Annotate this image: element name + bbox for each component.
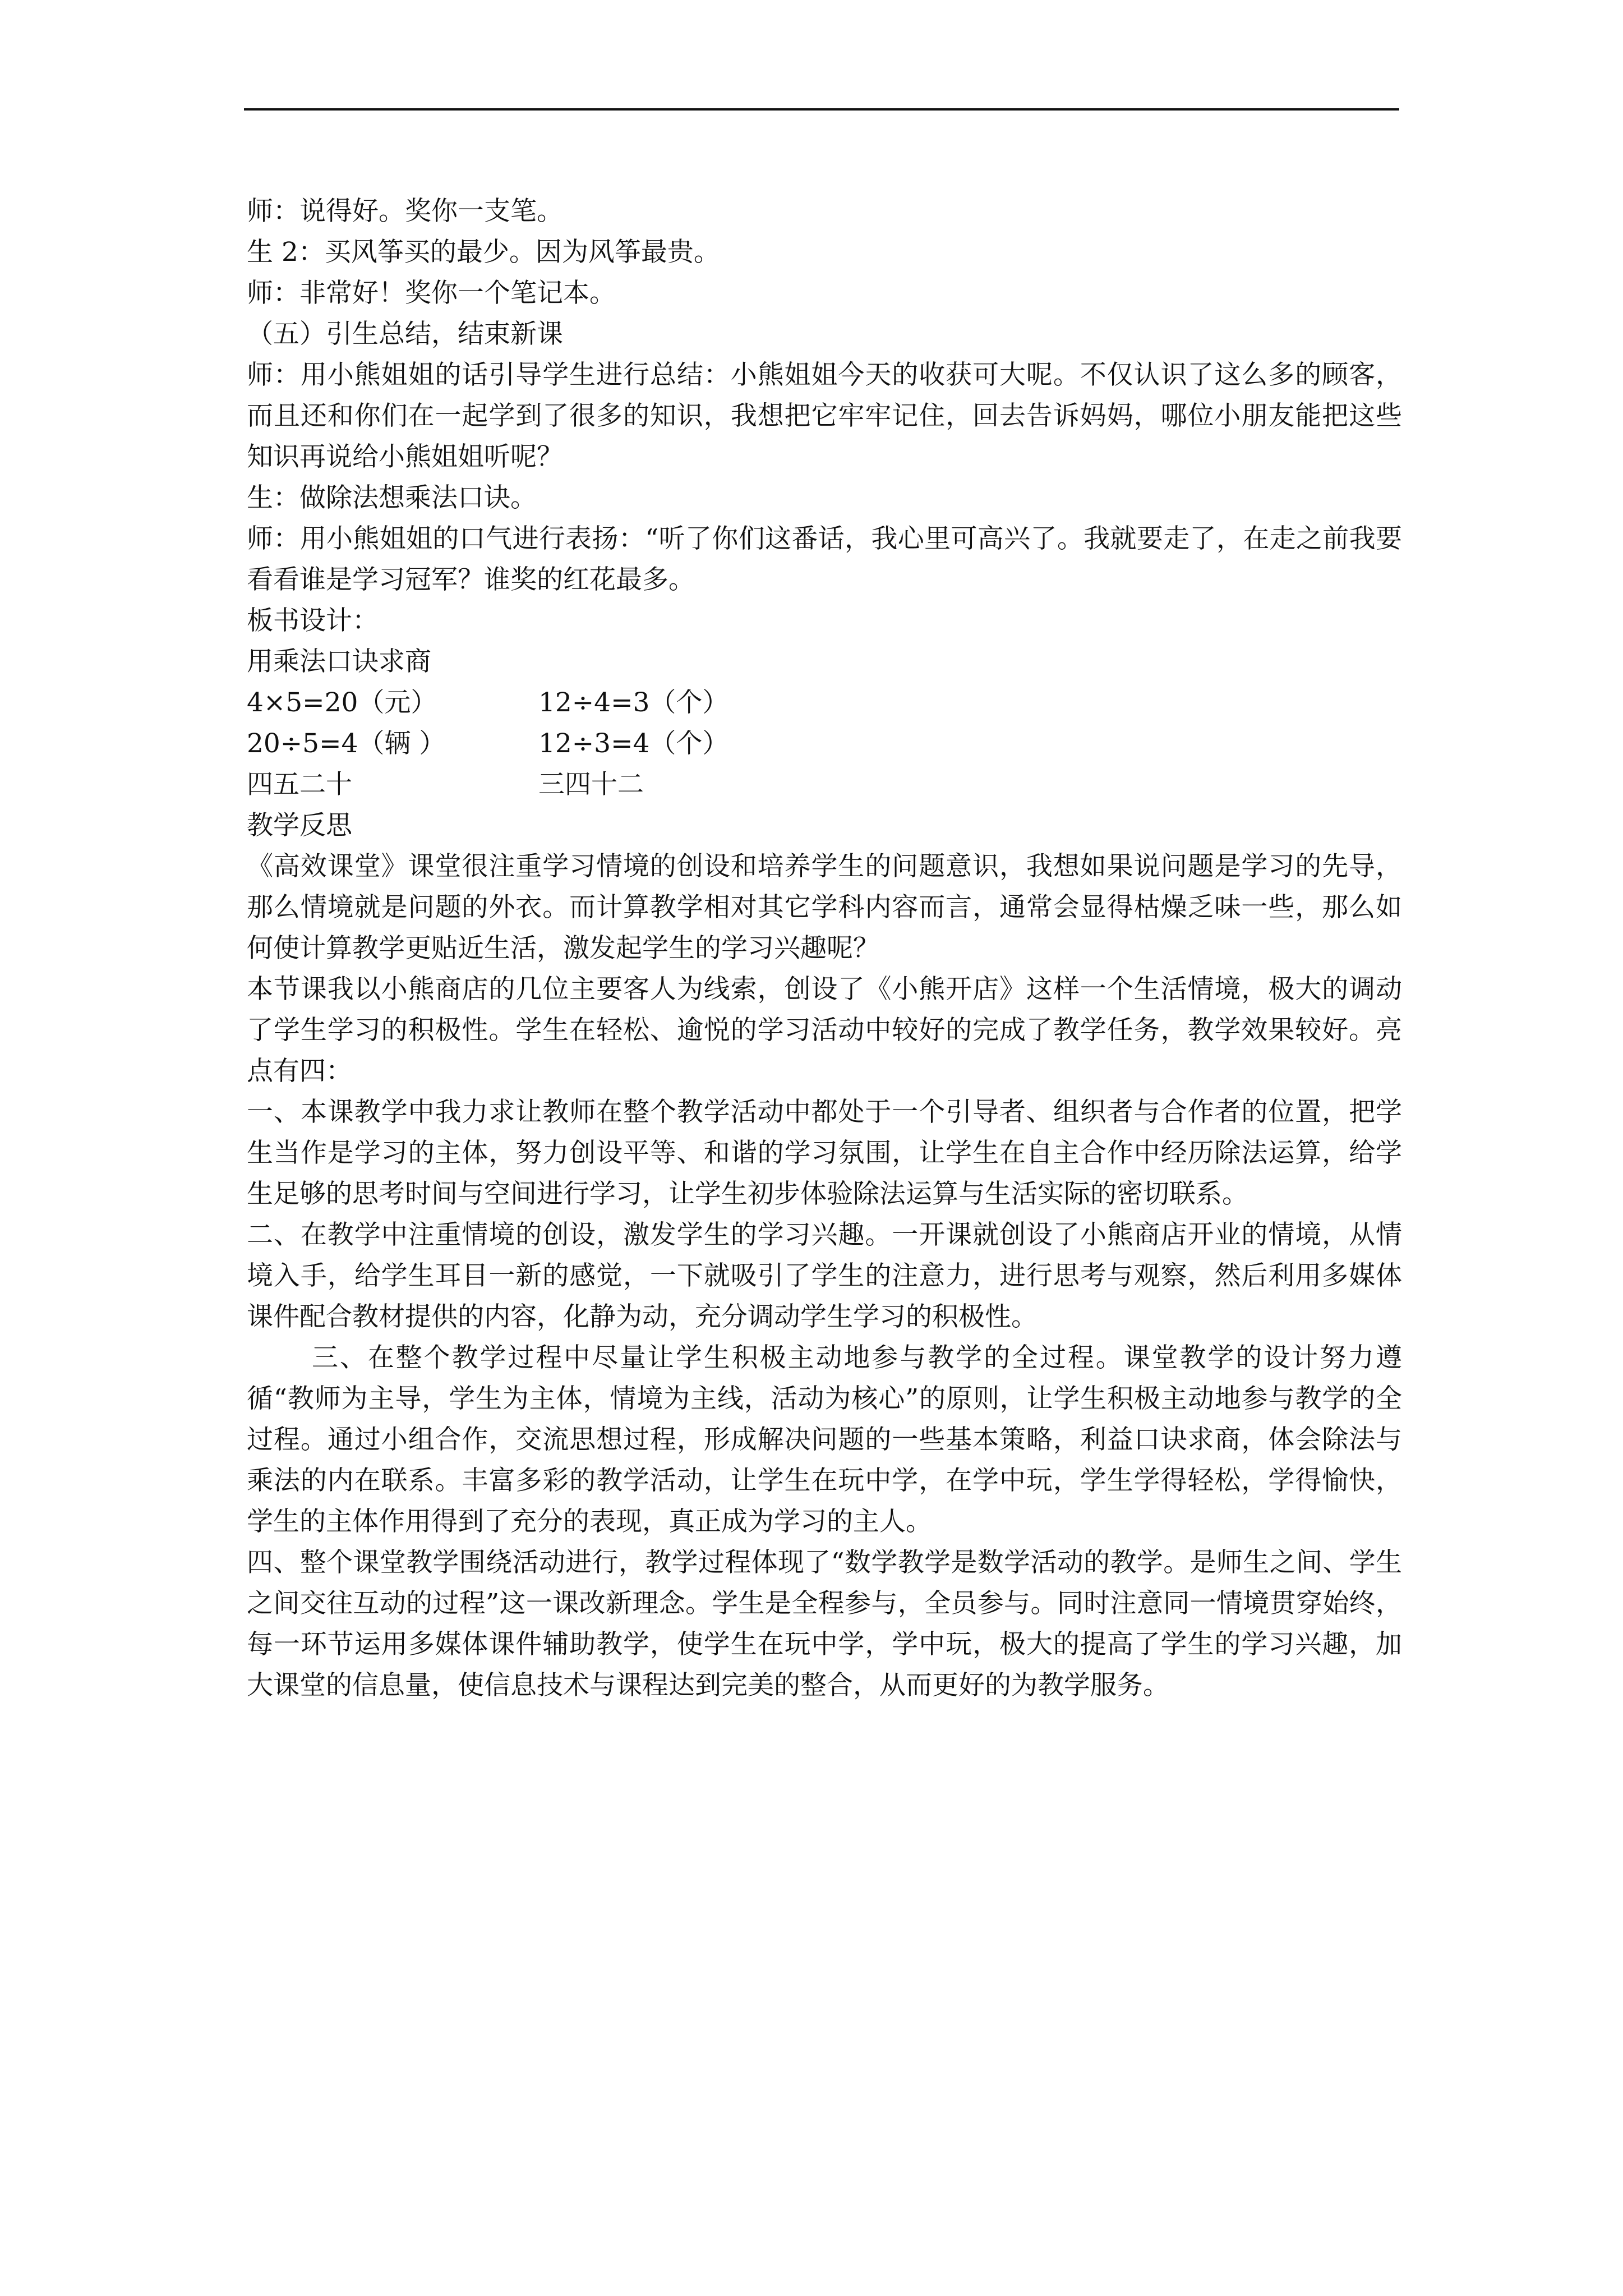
board-cell: 12÷4=3（个） [538, 687, 729, 718]
summary-paragraph: 师：用小熊姐姐的话引导学生进行总结：小熊姐姐今天的收获可大呢。不仅认识了这么多的顾客，而且还和你们在一起学到了很多的知识，我想把它牢牢记住，回去告诉妈妈，哪位小朋友能把这些知识再说给小熊姐姐听呢？ [247, 360, 1402, 472]
reflection-paragraph: 四、整个课堂教学围绕活动进行，教学过程体现了“数学教学是数学活动的教学。是师生之间、学生之间交往互动的过程”这一课改新理念。学生是全程参与，全员参与。同时注意同一情境贯穿始终，每一环节运用多媒体课件辅助教学，使学生在玩中学，学中玩，极大的提高了学生的学习兴趣，加大课堂的信息量，使信息技术与课程达到完美的整合，从而更好的为教学服务。 [247, 1547, 1402, 1701]
board-cell: 20÷5=4（辆 ） [247, 728, 446, 759]
reflection-paragraph: 一、本课教学中我力求让教师在整个教学活动中都处于一个引导者、组织者与合作者的位置，把学生当作是学习的主体，努力创设平等、和谐的学习氛围，让学生在自主合作中经历除法运算，给学生足够的思考时间与空间进行学习，让学生初步体验除法运算与生活实际的密切联系。 [247, 1097, 1402, 1209]
board-row [247, 723, 1402, 764]
header-rule [244, 108, 1399, 111]
board-row [247, 682, 1402, 723]
document-body [247, 191, 1402, 1706]
board-cell: 三四十二 [538, 769, 644, 800]
dialogue-line: 师：说得好。奖你一支笔。 [247, 196, 563, 227]
student-answer: 生：做除法想乘法口诀。 [247, 482, 537, 513]
dialogue-line: 生 2：买风筝买的最少。因为风筝最贵。 [247, 237, 720, 268]
praise-paragraph: 师：用小熊姐姐的口气进行表扬：“听了你们这番话，我心里可高兴了。我就要走了，在走之前我要看看谁是学习冠军？谁奖的红花最多。 [247, 523, 1402, 595]
board-cell: 4×5=20（元） [247, 687, 437, 718]
reflection-heading: 教学反思 [247, 810, 352, 841]
reflection-paragraph: 本节课我以小熊商店的几位主要客人为线索，创设了《小熊开店》这样一个生活情境，极大的调动了学生学习的积极性。学生在轻松、逾悦的学习活动中较好的完成了教学任务，教学效果较好。亮点有四： [247, 974, 1402, 1087]
section-five-title: （五）引生总结，结束新课 [247, 319, 563, 349]
board-heading: 板书设计： [247, 605, 379, 636]
board-title: 用乘法口诀求商 [247, 646, 431, 677]
board-row [247, 764, 1402, 805]
reflection-paragraph: 二、在教学中注重情境的创设，激发学生的学习兴趣。一开课就创设了小熊商店开业的情境，从情境入手，给学生耳目一新的感觉，一下就吸引了学生的注意力，进行思考与观察，然后利用多媒体课件配合教材提供的内容，化静为动，充分调动学生学习的积极性。 [247, 1220, 1402, 1332]
board-cell: 12÷3=4（个） [538, 728, 729, 759]
board-cell: 四五二十 [247, 769, 352, 800]
reflection-paragraph: 三、在整个教学过程中尽量让学生积极主动地参与教学的全过程。课堂教学的设计努力遵循“教师为主导，学生为主体，情境为主线，活动为核心”的原则，让学生积极主动地参与教学的全过程。通过小组合作，交流思想过程，形成解决问题的一些基本策略，利益口诀求商，体会除法与乘法的内在联系。丰富多彩的教学活动，让学生在玩中学，在学中玩，学生学得轻松，学得愉快，学生的主体作用得到了充分的表现，真正成为学习的主人。 [247, 1342, 1402, 1537]
dialogue-line: 师：非常好！奖你一个笔记本。 [247, 278, 616, 309]
reflection-paragraph: 《高效课堂》课堂很注重学习情境的创设和培养学生的问题意识，我想如果说问题是学习的先导，那么情境就是问题的外衣。而计算教学相对其它学科内容而言，通常会显得枯燥乏味一些，那么如何使计算教学更贴近生活，激发起学生的学习兴趣呢？ [247, 851, 1402, 964]
